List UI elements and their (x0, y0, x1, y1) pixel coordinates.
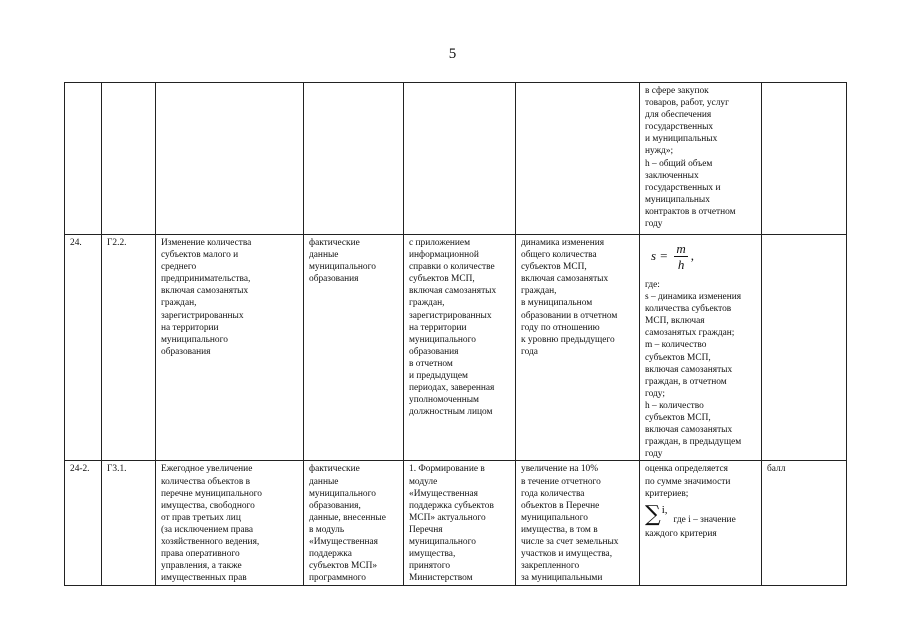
text-line: «Имущественная (309, 536, 378, 547)
text-line: в муниципальном (521, 298, 593, 309)
text-line: данные (309, 476, 339, 487)
text-line: в отчетном (409, 358, 453, 369)
text-line: s – динамика изменения (645, 292, 742, 303)
text-line: заключенных (645, 170, 699, 181)
cell-formula (640, 461, 762, 586)
text-line: образования (309, 274, 359, 285)
text-line: году по отношению (521, 322, 600, 333)
text-line: товаров, работ, услуг (645, 98, 729, 109)
text-line: включая самозанятых (521, 274, 609, 285)
text-line: года количества (521, 488, 585, 499)
cell-method (404, 461, 516, 586)
text-line: в модуль (309, 524, 345, 535)
text-line: права оперативного (161, 549, 240, 560)
cell-name (156, 461, 304, 586)
text-line: граждан, (409, 298, 445, 309)
text-line: в сфере закупок (645, 86, 709, 96)
text-line: к уровню предыдущего (521, 334, 615, 345)
text-line: программного (309, 573, 366, 584)
text-line: включая самозанятых (161, 286, 249, 297)
text-line: и муниципальных (645, 134, 718, 145)
text-line: субъектов МСП» (309, 561, 378, 572)
cell-method (404, 235, 516, 461)
text-line: включая самозанятых (645, 425, 733, 436)
text-line: h – количество (645, 400, 704, 411)
text-line: управления, а также (161, 561, 242, 572)
text-line: Изменение количества (161, 238, 252, 248)
text-line: субъектов МСП, (521, 262, 587, 273)
text-line: должностным лицом (409, 407, 493, 418)
text-line: поддержка субъектов (409, 500, 494, 511)
text-line: периодах, заверенная (409, 383, 495, 394)
text-line: количества объектов в (161, 476, 251, 487)
text-line: зарегистрированных (161, 310, 244, 321)
text-line: на территории (409, 322, 467, 333)
text-line: предпринимательства, (161, 274, 251, 285)
text-line: году; (645, 388, 665, 399)
text-line: по сумме значимости (645, 476, 731, 487)
text-line: граждан, в предыдущем (645, 437, 742, 448)
cell-code: Г2.2. (102, 235, 156, 461)
text-line: (за исключением права (161, 524, 254, 535)
text-line: муниципального (409, 334, 476, 345)
cell-num (65, 83, 102, 235)
cell-name (156, 235, 304, 461)
text-line: МСП» актуального (409, 512, 486, 523)
text-line: граждан, (161, 298, 197, 309)
text-line: Ежегодное увеличение (161, 464, 253, 475)
text-line: общего количества (521, 250, 597, 261)
sum-description: где i – значение (673, 514, 736, 525)
text-line: перечне муниципального (161, 488, 262, 499)
formula-denominator: h (677, 256, 685, 272)
text-line: в течение отчетного (521, 476, 601, 487)
text-line: участков и имущества, (521, 549, 613, 560)
text-line: принятого (409, 561, 451, 572)
sum-symbol: ∑ (645, 501, 661, 527)
text-line: МСП, включая (645, 316, 705, 327)
text-line: фактические (309, 464, 360, 475)
text-line: имущества, свободного (161, 500, 255, 511)
text-line: критериев; (645, 488, 689, 499)
text-line: «Имущественная (409, 488, 478, 499)
text-line: году (645, 219, 663, 230)
text-line: объектов в Перечне (521, 500, 600, 511)
text-line: муниципальных (645, 194, 710, 205)
cell-formula (640, 235, 762, 461)
table-row (65, 235, 847, 461)
text-line: включая самозанятых (409, 286, 497, 297)
text-line: для обеспечения (645, 110, 712, 121)
text-line: образования (409, 346, 459, 357)
text-line: самозанятых граждан; (645, 328, 735, 339)
cell-unit (762, 83, 847, 235)
text-line: данные (309, 250, 339, 261)
text-line: муниципального (309, 262, 376, 273)
cell-value (516, 461, 640, 586)
text-line: образовании в отчетном (521, 310, 618, 321)
text-line: поддержка (309, 549, 352, 560)
text-line: от прав третьих лиц (161, 512, 241, 523)
text-line: Перечня (409, 524, 443, 535)
text-line: за муниципальными (521, 573, 603, 584)
text-line: нужд»; (645, 146, 674, 157)
formula-expression (651, 239, 756, 273)
text-line: фактические (309, 238, 360, 248)
cell-code (102, 83, 156, 235)
formula-eq: = (660, 247, 668, 263)
text-line: муниципального (521, 512, 588, 523)
text-line: субъектов МСП, (409, 274, 475, 285)
text-line: и предыдущем (409, 371, 468, 382)
text-line: образования (161, 346, 211, 357)
text-line: увеличение на 10% (521, 464, 599, 475)
cell-source (304, 235, 404, 461)
cell-num: 24. (65, 235, 102, 461)
table-row (65, 461, 847, 586)
text-line: оценка определяется (645, 464, 728, 475)
text-line: m – количество (645, 340, 707, 351)
table-row (65, 83, 847, 235)
cell-code: Г3.1. (102, 461, 156, 586)
text-line: муниципального (409, 536, 476, 547)
text-line: имущества, (409, 549, 456, 560)
text-line: муниципального (161, 334, 228, 345)
sum-index: i, (661, 503, 668, 516)
text-line: каждого критерия (645, 528, 717, 539)
text-line: контрактов в отчетном (645, 206, 736, 217)
text-line: имущества, в том в (521, 524, 598, 535)
formula-fraction (674, 241, 687, 272)
text-line: Министерством (409, 573, 473, 584)
cell-source (304, 461, 404, 586)
cell-unit: балл (762, 461, 847, 586)
text-line: включая самозанятых (645, 364, 733, 375)
formula-legend (645, 279, 756, 460)
cell-unit (762, 235, 847, 461)
text-line: где: (645, 280, 660, 290)
text-line: государственных (645, 122, 714, 133)
cell-name (156, 83, 304, 235)
cell-source (304, 83, 404, 235)
text-line: граждан, в отчетном (645, 376, 727, 387)
sum-expression (645, 501, 756, 527)
text-line: государственных и (645, 182, 721, 193)
formula-numerator: m (676, 240, 686, 256)
text-line: закрепленного (521, 561, 580, 572)
text-line: хозяйственного ведения, (161, 536, 260, 547)
text-line: муниципального (309, 488, 376, 499)
text-line: года (521, 346, 538, 357)
text-line: данные, внесенные (309, 512, 386, 523)
indicators-table (64, 82, 847, 586)
text-line: на территории (161, 322, 219, 333)
formula-outro (645, 528, 756, 540)
text-line: граждан, (521, 286, 557, 297)
cell-num: 24-2. (65, 461, 102, 586)
cell-value (516, 83, 640, 235)
text-line: количества субъектов (645, 304, 732, 315)
text-line: зарегистрированных (409, 310, 492, 321)
text-line: справки о количестве (409, 262, 495, 273)
cell-value (516, 235, 640, 461)
formula-tail: , (690, 247, 695, 263)
cell-method (404, 83, 516, 235)
text-line: уполномоченным (409, 395, 479, 406)
text-line: числе за счет земельных (521, 536, 619, 547)
text-line: субъектов малого и (161, 250, 239, 261)
formula-intro (645, 463, 756, 499)
text-line: динамика изменения (521, 238, 605, 248)
text-line: 1. Формирование в (409, 464, 485, 475)
formula-lhs: s (651, 247, 657, 263)
text-line: среднего (161, 262, 197, 273)
text-line: году (645, 449, 663, 460)
page-number: 5 (448, 46, 457, 62)
text-line: субъектов МСП, (645, 352, 711, 363)
text-line: субъектов МСП, (645, 413, 711, 424)
text-line: модуле (409, 476, 438, 487)
text-line: с приложением (409, 238, 471, 248)
text-line: имущественных прав (161, 573, 247, 584)
text-line: образования, (309, 500, 361, 511)
cell-formula (640, 83, 762, 235)
text-line: информационной (409, 250, 479, 261)
text-line: h – общий объем (645, 158, 713, 169)
